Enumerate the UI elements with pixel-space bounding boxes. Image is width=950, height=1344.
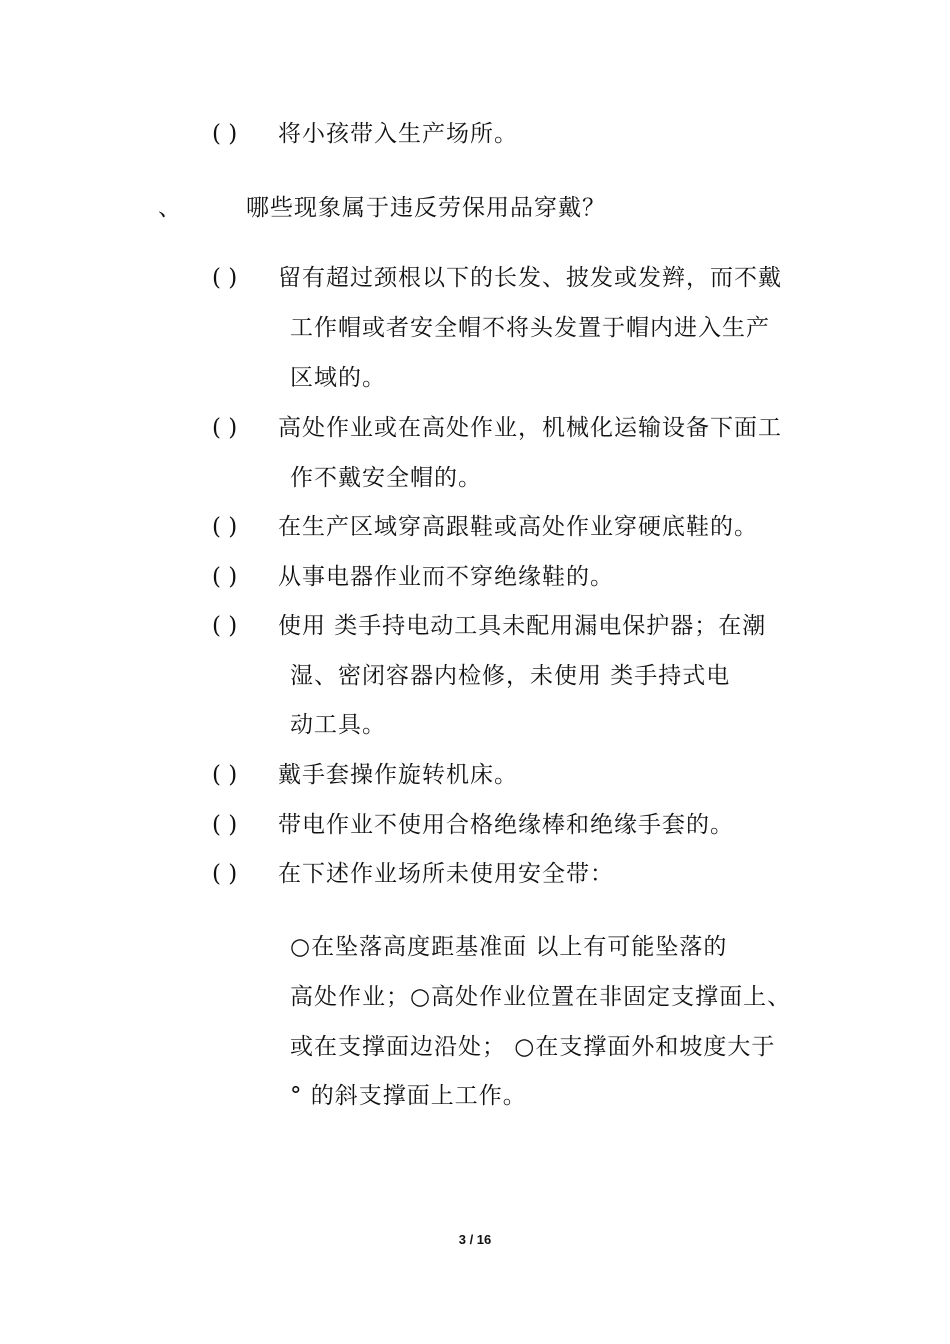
option-text: 使用 类手持电动工具未配用漏电保护器；在潮	[278, 613, 767, 639]
option-paren: ( )	[212, 613, 238, 639]
subnote-line: 高处作业；○高处作业位置在非固定支撑面上、	[290, 984, 792, 1010]
option-text: 从事电器作业而不穿绝缘鞋的。	[278, 564, 614, 590]
subnote-line: ○在坠落高度距基准面 以上有可能坠落的	[290, 934, 728, 960]
option-text: 作不戴安全帽的。	[290, 465, 482, 491]
option-text: 高处作业或在高处作业，机械化运输设备下面工	[278, 415, 782, 441]
option-text: 湿、密闭容器内检修，未使用 类手持式电	[290, 663, 731, 689]
option-paren: ( )	[212, 564, 238, 590]
option-text: 戴手套操作旋转机床。	[278, 762, 518, 788]
option-paren: ( )	[212, 121, 238, 147]
option-paren: ( )	[212, 265, 238, 291]
subnote-line: ° 的斜支撑面上工作。	[290, 1083, 527, 1109]
option-text: 工作帽或者安全帽不将头发置于帽内进入生产	[290, 315, 770, 341]
option-text: 区域的。	[290, 365, 386, 391]
option-text: 动工具。	[290, 712, 386, 738]
option-text: 在生产区域穿高跟鞋或高处作业穿硬底鞋的。	[278, 514, 758, 540]
option-text: 留有超过颈根以下的长发、披发或发辫，而不戴	[278, 265, 782, 291]
option-paren: ( )	[212, 812, 238, 838]
option-paren: ( )	[212, 762, 238, 788]
option-paren: ( )	[212, 415, 238, 441]
option-text: 在下述作业场所未使用安全带：	[278, 861, 614, 887]
question-marker: 、	[158, 195, 182, 221]
page-number: 3 / 16	[458, 1232, 492, 1247]
option-paren: ( )	[212, 861, 238, 887]
question-text: 哪些现象属于违反劳保用品穿戴？	[246, 195, 606, 221]
option-text: 带电作业不使用合格绝缘棒和绝缘手套的。	[278, 812, 734, 838]
subnote-line: 或在支撑面边沿处； ○在支撑面外和坡度大于	[290, 1034, 776, 1060]
option-text: 将小孩带入生产场所。	[278, 121, 518, 147]
option-paren: ( )	[212, 514, 238, 540]
